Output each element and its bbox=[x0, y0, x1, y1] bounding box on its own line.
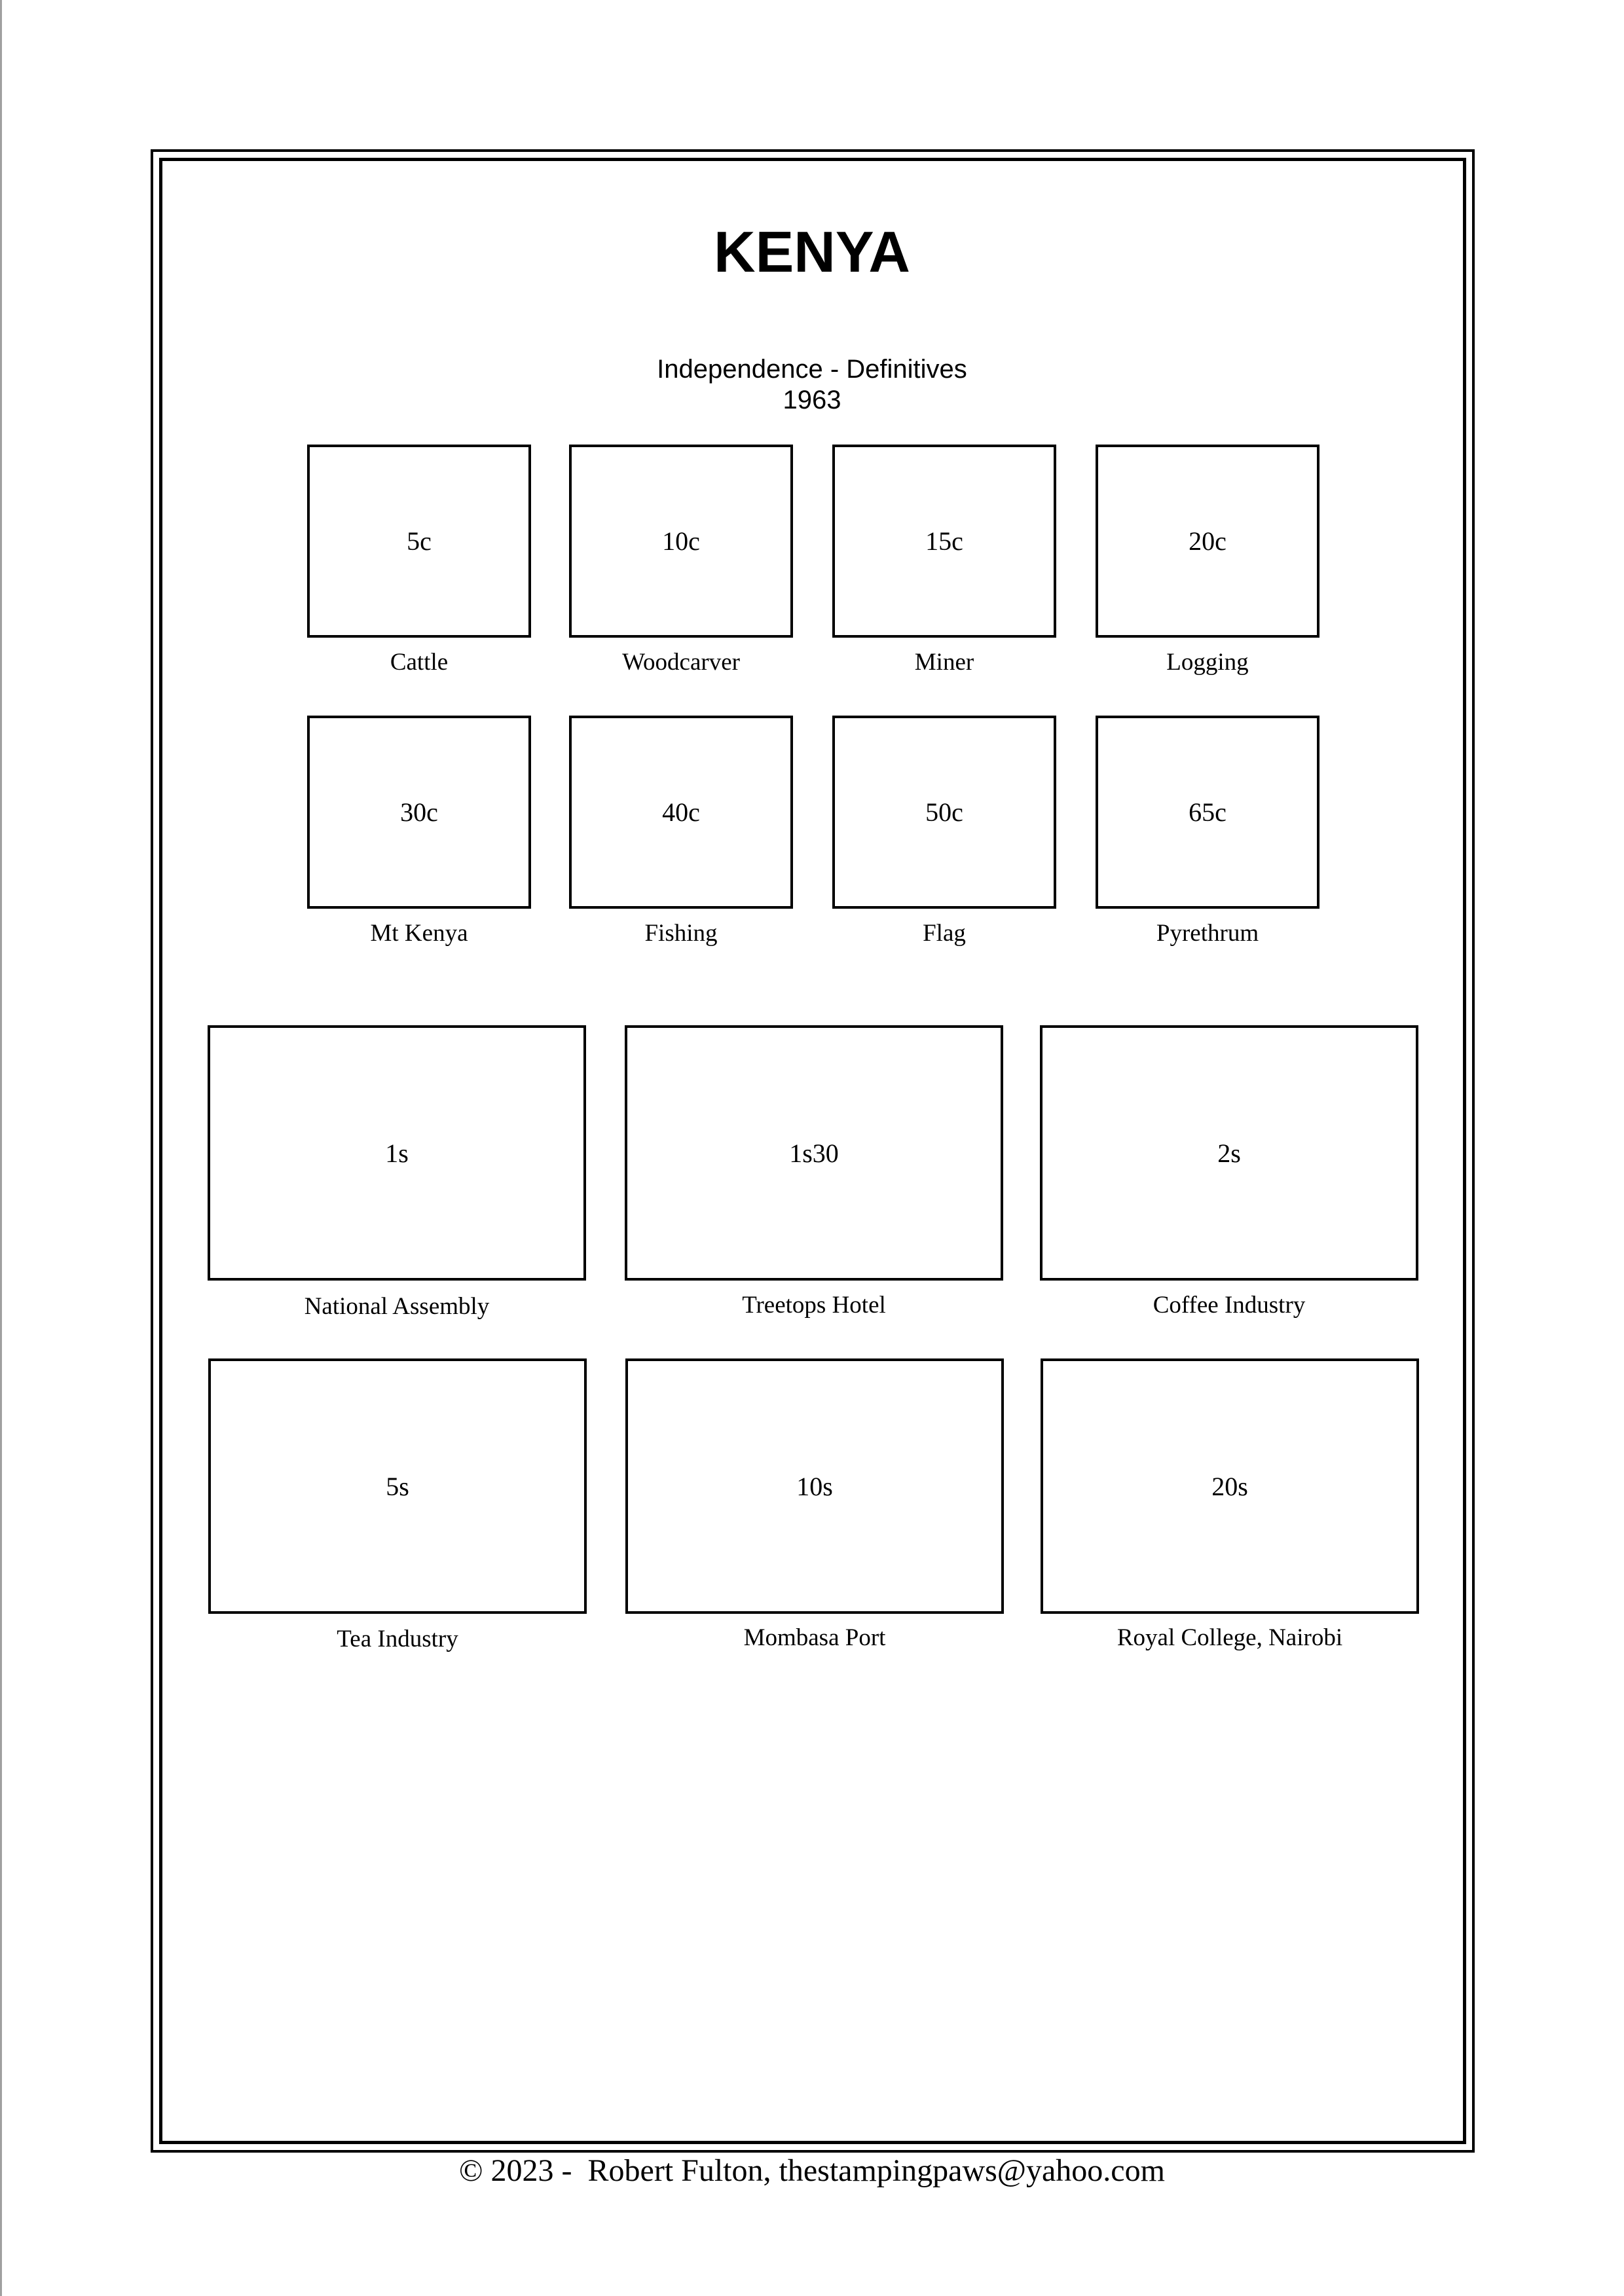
stamp-space-1s bbox=[208, 1025, 586, 1281]
stamp-value: 10c bbox=[662, 526, 700, 556]
stamp-value: 1s bbox=[385, 1138, 409, 1168]
stamp-space-20s bbox=[1041, 1358, 1419, 1614]
stamp-value: 2s bbox=[1217, 1138, 1241, 1168]
stamp-caption: Mt Kenya bbox=[370, 920, 468, 947]
stamp-space-50c bbox=[832, 716, 1056, 909]
stamp-caption: Coffee Industry bbox=[1153, 1292, 1306, 1319]
stamp-caption: National Assembly bbox=[304, 1293, 490, 1320]
stamp-space-10s bbox=[625, 1358, 1004, 1614]
stamp-space-5s bbox=[208, 1358, 587, 1614]
issue-year: 1963 bbox=[783, 386, 841, 414]
stamp-space-10c bbox=[569, 445, 793, 638]
stamp-value: 10s bbox=[796, 1471, 833, 1501]
stamp-caption: Miner bbox=[914, 649, 974, 676]
stamp-caption: Pyrethrum bbox=[1156, 920, 1259, 947]
page-title: KENYA bbox=[714, 219, 910, 284]
stamp-space-2s bbox=[1040, 1025, 1418, 1281]
stamp-caption: Logging bbox=[1166, 649, 1249, 676]
stamp-space-20c bbox=[1096, 445, 1320, 638]
stamp-value: 40c bbox=[662, 797, 700, 827]
stamp-value: 65c bbox=[1189, 797, 1227, 827]
stamp-caption: Fishing bbox=[644, 920, 718, 947]
stamp-caption: Cattle bbox=[390, 649, 449, 676]
stamp-caption: Woodcarver bbox=[622, 649, 740, 676]
stamp-caption: Flag bbox=[923, 920, 966, 947]
stamp-value: 20c bbox=[1189, 526, 1227, 556]
stamp-space-30c bbox=[307, 716, 531, 909]
issue-title: Independence - Definitives bbox=[657, 355, 967, 384]
stamp-value: 20s bbox=[1211, 1471, 1248, 1501]
stamp-space-5c bbox=[307, 445, 531, 638]
stamp-space-65c bbox=[1096, 716, 1320, 909]
stamp-space-40c bbox=[569, 716, 793, 909]
stamp-value: 5c bbox=[407, 526, 432, 556]
stamp-caption: Tea Industry bbox=[337, 1626, 458, 1652]
stamp-value: 30c bbox=[400, 797, 438, 827]
stamp-value: 15c bbox=[925, 526, 963, 556]
stamp-caption: Mombasa Port bbox=[743, 1624, 886, 1651]
stamp-space-15c bbox=[832, 445, 1056, 638]
stamp-value: 5s bbox=[386, 1471, 409, 1501]
stamp-value: 50c bbox=[925, 797, 963, 827]
page-left-edge bbox=[0, 0, 2, 2296]
copyright-footer: © 2023 - Robert Fulton, thestampingpaws@yahoo.com bbox=[459, 2153, 1165, 2188]
stamp-caption: Royal College, Nairobi bbox=[1116, 1624, 1343, 1651]
stamp-space-1s30 bbox=[625, 1025, 1003, 1281]
stamp-value: 1s30 bbox=[789, 1138, 839, 1168]
stamp-caption: Treetops Hotel bbox=[742, 1292, 886, 1319]
